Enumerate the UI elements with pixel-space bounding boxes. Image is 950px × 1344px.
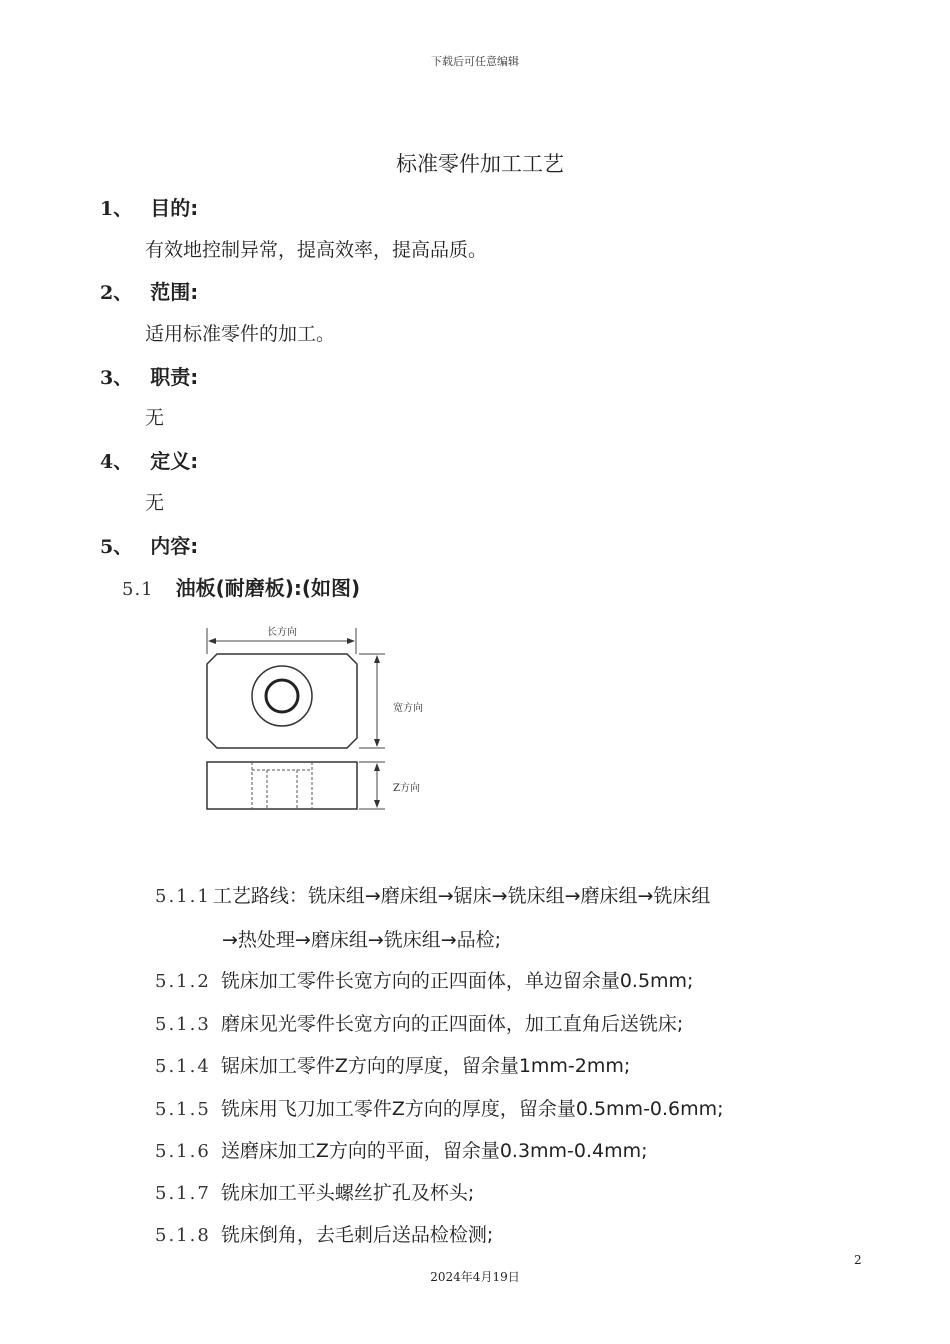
item-number: 5.1.6 [155, 1141, 211, 1162]
list-item [155, 966, 693, 993]
arrow-up-icon [374, 655, 380, 663]
item-text: 送磨床加工Z方向的平面，留余量0.3mm-0.4mm; [220, 1140, 648, 1162]
width-label: 宽方向 [393, 703, 423, 714]
section-number: 5、 [100, 536, 133, 558]
subsection-number: 5.1 [122, 579, 154, 600]
section-1-heading [100, 192, 198, 221]
section-2-body: 适用标准零件的加工。 [145, 323, 336, 345]
section-title: 目的: [150, 196, 199, 220]
section-3-heading [100, 361, 198, 390]
item-number: 5.1.5 [155, 1099, 211, 1120]
item-number: 5.1.2 [155, 971, 211, 992]
arrow-down-icon [374, 800, 380, 808]
page-number: 2 [854, 1253, 862, 1267]
item-text: 铣床加工平头螺丝扩孔及杯头; [220, 1182, 475, 1204]
subsection-heading [122, 572, 360, 601]
section-number: 4、 [100, 451, 133, 473]
section-number: 1、 [100, 198, 133, 220]
document-title: 标准零件加工工艺 [396, 152, 564, 176]
item-number: 5.1.1 [155, 886, 211, 907]
item-text: 铣床加工零件长宽方向的正四面体，单边留余量0.5mm; [220, 970, 694, 992]
section-4-heading [100, 445, 198, 474]
list-item [155, 1178, 474, 1205]
item-text: 磨床见光零件长宽方向的正四面体，加工直角后送铣床; [220, 1013, 684, 1035]
list-item [155, 1094, 724, 1121]
section-title: 定义: [150, 449, 199, 473]
item-number: 5.1.3 [155, 1014, 211, 1035]
section-1-body: 有效地控制异常，提高效率，提高品质。 [145, 239, 488, 261]
list-item [155, 1051, 630, 1078]
page-header: 下载后可任意编辑 [431, 55, 519, 68]
z-label: Z方向 [393, 783, 420, 794]
subsection-title: 油板(耐磨板):(如图) [175, 576, 361, 600]
arrow-down-icon [374, 739, 380, 747]
section-number: 3、 [100, 367, 133, 389]
item-text: 铣床用飞刀加工零件Z方向的厚度，留余量0.5mm-0.6mm; [220, 1098, 724, 1120]
oil-plate-figure [195, 620, 445, 820]
section-4-body: 无 [145, 492, 165, 514]
list-item [155, 881, 710, 908]
section-2-heading [100, 276, 198, 305]
plate-top-view [207, 654, 357, 748]
item-number: 5.1.7 [155, 1183, 211, 1204]
section-number: 2、 [100, 282, 133, 304]
arrow-left-icon [208, 638, 216, 644]
section-title: 职责: [150, 365, 199, 389]
plate-side-view [207, 762, 357, 809]
section-title: 范围: [150, 280, 199, 304]
item-text: 工艺路线：铣床组→磨床组→锯床→铣床组→磨床组→铣床组 [212, 885, 711, 907]
item-number: 5.1.8 [155, 1225, 211, 1246]
length-label: 长方向 [267, 627, 297, 638]
list-item [155, 1136, 648, 1163]
arrow-up-icon [374, 763, 380, 771]
item-text: 锯床加工零件Z方向的厚度，留余量1mm-2mm; [220, 1055, 631, 1077]
section-5-heading [100, 530, 198, 559]
arrow-right-icon [347, 638, 355, 644]
list-item [155, 1220, 493, 1247]
list-item [155, 1009, 683, 1036]
section-title: 内容: [150, 534, 199, 558]
item-number: 5.1.4 [155, 1056, 211, 1077]
item-text: 铣床倒角，去毛刺后送品检检测; [220, 1224, 494, 1246]
section-3-body: 无 [145, 407, 165, 429]
list-item-continuation: →热处理→磨床组→铣床组→品检; [222, 929, 502, 951]
page-footer-date: 2024年4月19日 [430, 1270, 520, 1284]
